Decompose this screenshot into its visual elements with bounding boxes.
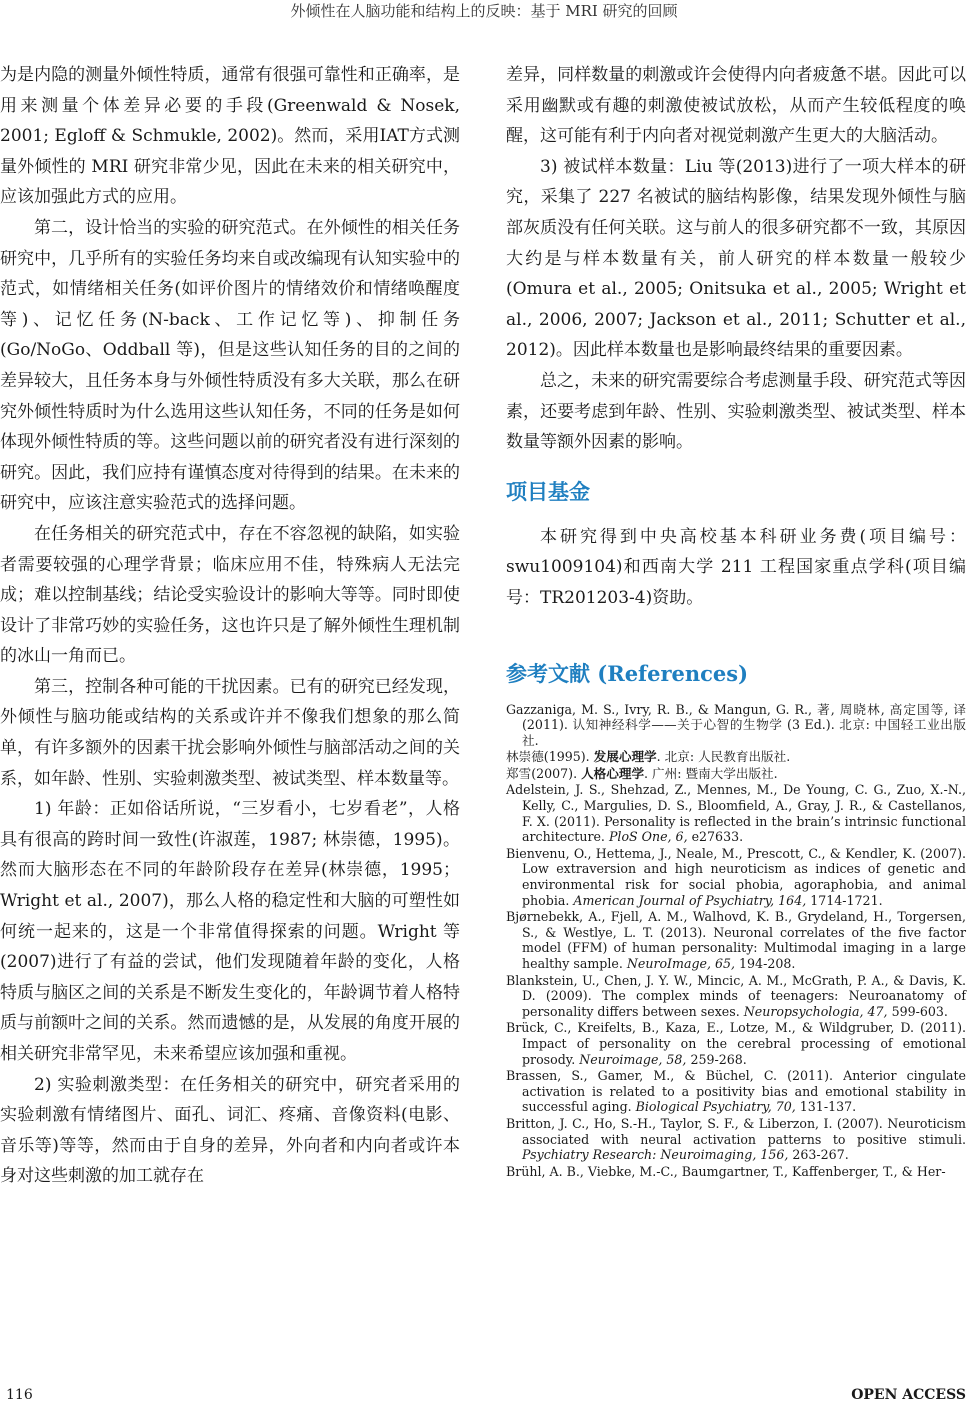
funding-paragraph: 本研究得到中央高校基本科研业务费(项目编号：swu1009104)和西南大学 211 工程国家重点学科(项目编号：TR201203-4)资助。 [506,526,966,608]
left-column [0,60,460,1192]
reference-entry [506,702,966,749]
reference-entry [506,973,966,1020]
reference-entry [506,766,966,782]
references-heading: 参考文献 (References) [506,660,749,686]
reference-journal: Psychiatry Research: Neuroimaging, 156, [522,1147,789,1163]
body-paragraph: 3) 被试样本数量：Liu 等(2013)进行了一项大样本的研究，采集了 227 名被试的脑结构影像，结果发现外倾性与脑部灰质没有任何关联。这与前人的很多研究都不一致，其原因大约是与样本数量有关，前人研究的样本数量一般较少(Omura et al., 2005; Onitsuka et al., 2005; Wright et al., 2006, 2007; Jackson et al., 2011; Schutter et al., 2012)。因此样本数量也是影响最终结果的重要因素。 [506,156,966,361]
reference-book-title: 发展心理学 [593,749,657,765]
reference-text: 131-137. [795,1099,857,1115]
reference-text: 郑雪(2007). [506,765,582,781]
body-paragraph: 1) 年龄：正如俗话所说，“三岁看小，七岁看老”，人格具有很高的跨时间一致性(许淑莲，1987; 林崇德，1995)。然而大脑形态在不同的年龄阶段存在差异(林崇德，1995；Wright et al., 2007)，那么人格的稳定性和大脑的可塑性如何统一起来的，这是一个非常值得探索的问题。Wright 等(2007)进行了有益的尝试，他们发现随着年龄的变化，人格特质与脑区之间的关系是不断发生变化的，年龄调节着人格特质与前额叶之间的关系。然而遗憾的是，从发展的角度开展的相关研究非常罕见，未来希望应该加强和重视。 [0,799,460,1064]
reference-entry [506,782,966,844]
reference-journal: PloS One, 6, [608,829,688,845]
reference-journal: NeuroImage, 65, [626,956,736,971]
reference-entry [506,909,966,971]
reference-text: Blankstein, U., Chen, J. Y. W., Mincic, A. M., McGrath, P. A., & Davis, K. D. (2009). The complex minds of teenagers: Neuroanatomy of personality differs between sexes. [506,972,966,1019]
reference-entry [506,1164,966,1180]
reference-text: Bjørnebekk, A., Fjell, A. M., Walhovd, K. B., Grydeland, H., Torgersen, S., & Westlye, L. T. (2013). Neuronal correlates of the five factor model (FFM) of human personality: Multimodal imaging in a large healthy sample. [506,909,966,971]
page-footer [0,1382,968,1412]
running-header [0,0,968,24]
reference-entry [506,1068,966,1115]
running-title: 外倾性在人脑功能和结构上的反映：基于 MRI 研究的回顾 [290,2,678,20]
funding-heading: 项目基金 [506,478,590,504]
reference-text: 259-268. [686,1051,747,1067]
body-paragraph: 为是内隐的测量外倾性特质，通常有很强可靠性和正确率，是用来测量个体差异必要的手段(Greenwald & Nosek, 2001; Egloff & Schmukle, 2002)。然而，采用IAT方式测量外倾性的 MRI 研究非常少见，因此在未来的相关研究中，应该加强此方式的应用。 [0,65,460,208]
open-access-label: OPEN ACCESS [851,1387,966,1403]
reference-entry [506,1116,966,1163]
reference-text: . 广州: 暨南大学出版社. [644,765,778,781]
reference-journal: American Journal of Psychiatry, 164, [573,892,807,908]
reference-text: Brassen, S., Gamer, M., & Büchel, C. (2011). Anterior cingulate activation is related to a positivity bias and emotional stability in successful aging. [506,1068,966,1115]
body-paragraph: 在任务相关的研究范式中，存在不容忽视的缺陷，如实验者需要较强的心理学背景；临床应用不佳，特殊病人无法完成；难以控制基线；结论受实验设计的影响大等等。同时即使设计了非常巧妙的实验任务，这也许只是了解外倾性生理机制的冰山一角而已。 [0,523,460,667]
reference-entry [506,1020,966,1067]
references-list [506,702,966,1180]
reference-text: Gazzaniga, M. S., Ivry, R. B., & Mangun, G. R., 著, 周晓林, 高定国等, 译(2011). 认知神经科学——关于心智的生物学 (3 Ed.). 北京: 中国轻工业出版社. [506,701,966,748]
reference-text: Adelstein, J. S., Shehzad, Z., Mennes, M., De Young, C. G., Zuo, X.-N., Kelly, C., Margulies, D. S., Bloomfield, A., Gray, J. R., & Castellanos, F. X. (2011). Personality is reflected in the brain’s intrinsic functional architecture. [506,782,966,845]
body-paragraph: 差异，同样数量的刺激或许会使得内向者疲惫不堪。因此可以采用幽默或有趣的刺激使被试放松，从而产生较低程度的唤醒，这可能有利于内向者对视觉刺激产生更大的大脑活动。 [506,65,966,147]
body-paragraph: 第二，设计恰当的实验的研究范式。在外倾性的相关任务研究中，几乎所有的实验任务均来自或改编现有认知实验中的范式，如情绪相关任务(如评价图片的情绪效价和情绪唤醒度等)、记忆任务(N-back、工作记忆等)、抑制任务(Go/NoGo、Oddball 等)，但是这些认知任务的目的之间的差异较大，且任务本身与外倾性特质没有多大关联，那么在研究外倾性特质时为什么选用这些认知任务，不同的任务是如何体现外倾性特质的等。这些问题以前的研究者没有进行深刻的研究。因此，我们应持有谨慎态度对待得到的结果。在未来的研究中，应该注意实验范式的选择问题。 [0,217,460,514]
reference-text: 林崇德(1995). [506,749,594,765]
reference-book-title: 人格心理学 [581,765,645,781]
reference-entry [506,749,966,765]
reference-text: Bienvenu, O., Hettema, J., Neale, M., Prescott, C., & Kendler, K. (2007). Low extraversion and high neuroticism as indices of genetic and environmental risk for social phobia, agoraphobia, and animal phobia. [506,845,966,908]
right-column [506,60,966,1180]
reference-journal: Neuropsychologia, 47, [743,1003,888,1019]
reference-text: Britton, J. C., Ho, S.-H., Taylor, S. F., & Liberzon, I. (2007). Neuroticism associated with neural activation patterns to positive stimuli. [506,1115,966,1147]
reference-text: 599-603. [887,1003,948,1019]
reference-text: 1714-1721. [806,892,883,908]
body-paragraph: 第三，控制各种可能的干扰因素。已有的研究已经发现，外倾性与脑功能或结构的关系或许并不像我们想象的那么简单，有许多额外的因素干扰会影响外倾性与脑部活动之间的关系，如年龄、性别、实验刺激类型、被试类型、样本数量等。 [0,676,460,789]
reference-text: Brück, C., Kreifelts, B., Kaza, E., Lotze, M., & Wildgruber, D. (2011). Impact of personality on the cerebral processing of emotional prosody. [506,1020,966,1067]
reference-journal: Neuroimage, 58, [579,1051,687,1067]
reference-text: Brühl, A. B., Viebke, M.-C., Baumgartner, T., Kaffenberger, T., & Her- [506,1163,946,1179]
reference-journal: Biological Psychiatry, 70, [635,1099,796,1115]
page-number: 116 [6,1387,33,1403]
body-paragraph: 总之，未来的研究需要综合考虑测量手段、研究范式等因素，还要考虑到年龄、性别、实验刺激类型、被试类型、样本数量等额外因素的影响。 [506,370,966,453]
reference-entry [506,846,966,908]
reference-text: 263-267. [788,1147,849,1163]
reference-text: 194-208. [735,956,796,971]
reference-text: e27633. [687,829,744,845]
body-paragraph: 2) 实验刺激类型：在任务相关的研究中，研究者采用的实验刺激有情绪图片、面孔、词汇、疼痛、音像资料(电影、音乐等)等等，然而由于自身的差异，外向者和内向者或许本身对这些刺激的加工就存在 [0,1074,460,1187]
reference-text: . 北京: 人民教育出版社. [656,749,791,765]
